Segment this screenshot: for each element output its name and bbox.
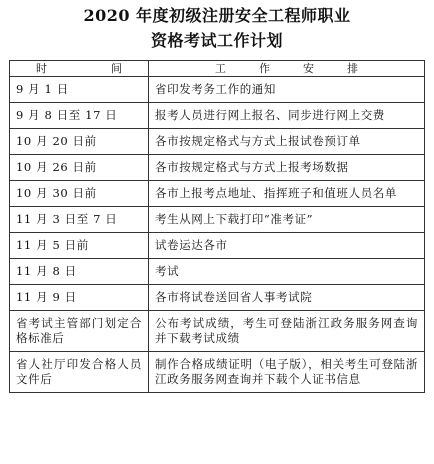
header-work-char: 工 — [215, 62, 226, 75]
time-cell: 11 月 8 日 — [10, 259, 149, 285]
task-cell: 考生从网上下载打印“准考证” — [149, 207, 425, 233]
time-cell: 11 月 9 日 — [10, 285, 149, 311]
time-cell — [10, 311, 149, 352]
task-cell: 各市按规定格式与方式上报试卷预订单 — [149, 129, 425, 155]
task-cell: 各市上报考点地址、指挥班子和值班人员名单 — [149, 181, 425, 207]
document-title-line-1: 2020 年度初级注册安全工程师职业 — [83, 6, 351, 25]
table-row — [10, 233, 425, 259]
task-cell: 各市按规定格式与方式上报考场数据 — [149, 155, 425, 181]
table-row — [10, 129, 425, 155]
header-work-char: 安 — [303, 62, 314, 75]
table-row — [10, 352, 425, 393]
task-cell: 考试 — [149, 259, 425, 285]
table-header-row — [10, 61, 425, 77]
schedule-table — [9, 60, 425, 393]
time-text: 省考试主管部门划定合格标准后 — [16, 316, 142, 345]
table-row — [10, 285, 425, 311]
task-cell: 报考人员进行网上报名、同步进行网上交费 — [149, 103, 425, 129]
table-row — [10, 103, 425, 129]
header-work-char: 排 — [347, 62, 358, 75]
table-row — [10, 311, 425, 352]
time-cell: 11 月 3 日至 7 日 — [10, 207, 149, 233]
task-text: 公布考试成绩，考生可登陆浙江政务服务网查询并下载考试成绩 — [155, 316, 418, 345]
time-cell: 9 月 8 日至 17 日 — [10, 103, 149, 129]
table-row — [10, 181, 425, 207]
time-cell: 10 月 26 日前 — [10, 155, 149, 181]
task-text: 制作合格成绩证明（电子版），相关考生可登陆浙江政务服务网查询并下载个人证书信息 — [155, 357, 418, 386]
task-cell — [149, 311, 425, 352]
time-cell: 9 月 1 日 — [10, 77, 149, 103]
header-time-cell — [10, 61, 149, 77]
time-cell: 10 月 30 日前 — [10, 181, 149, 207]
task-cell: 试卷运达各市 — [149, 233, 425, 259]
header-time-char: 时 — [36, 62, 47, 75]
task-cell — [149, 352, 425, 393]
header-work-cell — [149, 61, 425, 77]
time-text: 省人社厅印发合格人员文件后 — [16, 357, 142, 386]
header-work-char: 作 — [259, 62, 270, 75]
time-cell: 11 月 5 日前 — [10, 233, 149, 259]
table-row — [10, 259, 425, 285]
header-time-char: 间 — [111, 62, 122, 75]
table-row — [10, 155, 425, 181]
table-row — [10, 77, 425, 103]
document-title-line-2: 资格考试工作计划 — [150, 31, 283, 50]
time-cell: 10 月 20 日前 — [10, 129, 149, 155]
task-cell: 各市将试卷送回省人事考试院 — [149, 285, 425, 311]
task-cell: 省印发考务工作的通知 — [149, 77, 425, 103]
table-row — [10, 207, 425, 233]
time-cell — [10, 352, 149, 393]
